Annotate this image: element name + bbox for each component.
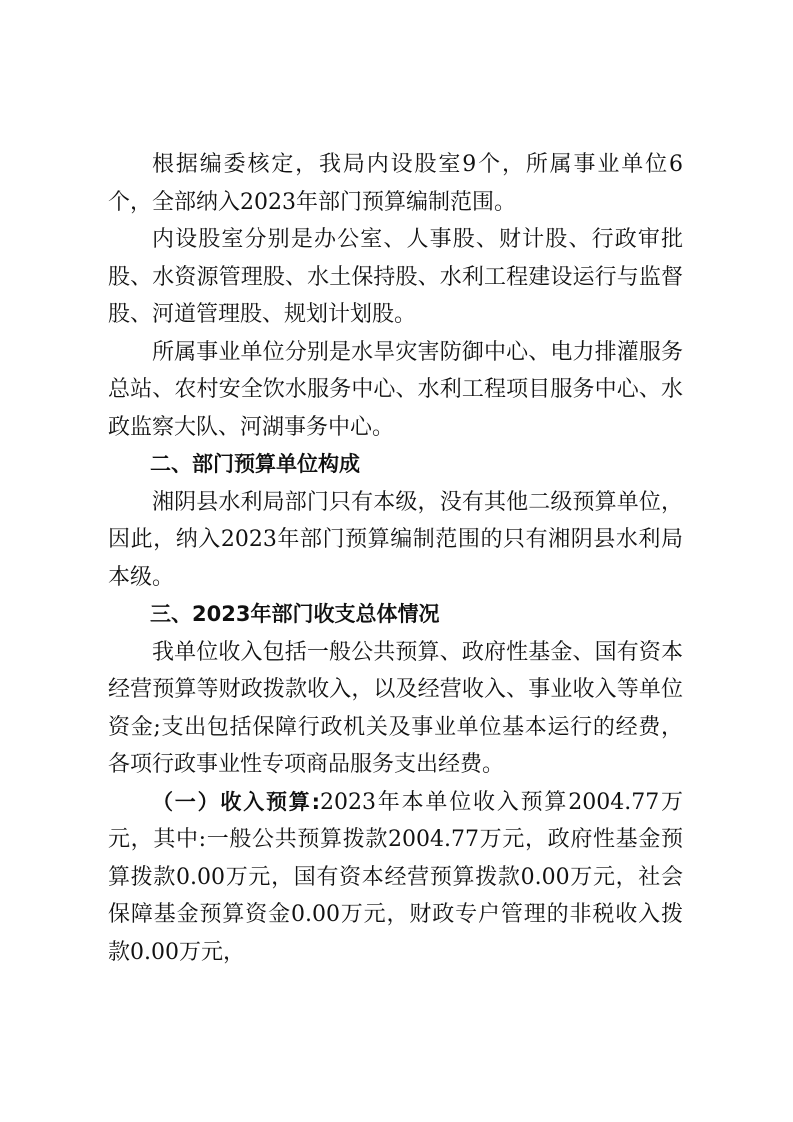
- section-heading-budget-units: 二、部门预算单位构成: [150, 452, 360, 476]
- document-body: [108, 146, 683, 971]
- paragraph-income-budget: [108, 784, 683, 972]
- paragraph-budget-units: 湘阴县水利局部门只有本级，没有其他二级预算单位，因此，纳入2023年部门预算编制范围的只有湘阴县水利局本级。: [108, 489, 683, 590]
- income-budget-body: 2023年本单位收入预算2004.77万元，其中:一般公共预算拨款2004.77万元，政府性基金预算拨款0.00万元，国有资本经营预算拨款0.00万元，社会保障基金预算资金0.00万元，财政专户管理的非税收入拨款0.00万元，: [108, 789, 683, 965]
- paragraph-income-expenditure-overview: 我单位收入包括一般公共预算、政府性基金、国有资本经营预算等财政拨款收入，以及经营收入、事业收入等单位资金;支出包括保障行政机关及事业单位基本运行的经费，各项行政事业性专项商品服务支出经费。: [108, 639, 683, 777]
- paragraph-unit-count: 根据编委核定，我局内设股室9个，所属事业单位6个，全部纳入2023年部门预算编制范围。: [108, 152, 683, 215]
- paragraph-internal-offices: 内设股室分别是办公室、人事股、财计股、行政审批股、水资源管理股、水土保持股、水利工程建设运行与监督股、河道管理股、规划计划股。: [108, 227, 683, 327]
- section-heading-income-expenditure: 三、2023年部门收支总体情况: [150, 602, 440, 626]
- paragraph-affiliated-units: 所属事业单位分别是水旱灾害防御中心、电力排灌服务总站、农村安全饮水服务中心、水利工程项目服务中心、水政监察大队、河湖事务中心。: [108, 339, 683, 440]
- income-budget-lead: （一）收入预算:: [152, 789, 321, 814]
